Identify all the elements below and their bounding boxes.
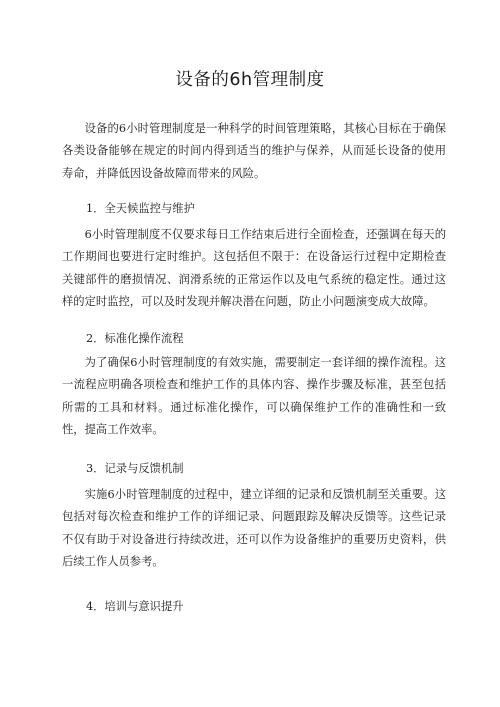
section-heading-1: 1．全天候监控与维护 bbox=[86, 202, 195, 215]
section-body-1: 6小时管理制度不仅要求每日工作结束后进行全面检查，还强调在每天的工作期间也要进行定时维护。这包括但不限于：在设备运行过程中定期检查关键部件的磨损情况、润滑系统的正常运作以及电气系统的稳定性。通过这样的定时监控，可以及时发现并解决潜在问题，防止小问题演变成大故障。 bbox=[62, 228, 446, 309]
section-heading-3: 3．记录与反馈机制 bbox=[86, 462, 184, 475]
section-heading-2: 2．标准化操作流程 bbox=[86, 332, 184, 345]
intro-paragraph: 设备的6小时管理制度是一种科学的时间管理策略，其核心目标在于确保各类设备能够在规定的时间内得到适当的维护与保养，从而延长设备的使用寿命，并降低因设备故障而带来的风险。 bbox=[62, 122, 446, 180]
section-body-2: 为了确保6小时管理制度的有效实施，需要制定一套详细的操作流程。这一流程应明确各项检查和维护工作的具体内容、操作步骤及标准，甚至包括所需的工具和材料。通过标准化操作，可以确保维护工作的准确性和一致性，提高工作效率。 bbox=[62, 356, 446, 437]
section-body-3: 实施6小时管理制度的过程中，建立详细的记录和反馈机制至关重要。这包括对每次检查和维护工作的详细记录、问题跟踪及解决反馈等。这些记录不仅有助于对设备进行持续改进，还可以作为设备维护的重要历史资料，供后续工作人员参考。 bbox=[62, 488, 446, 569]
section-heading-4: 4．培训与意识提升 bbox=[86, 600, 184, 613]
document-title: 设备的6h管理制度 bbox=[175, 70, 325, 90]
